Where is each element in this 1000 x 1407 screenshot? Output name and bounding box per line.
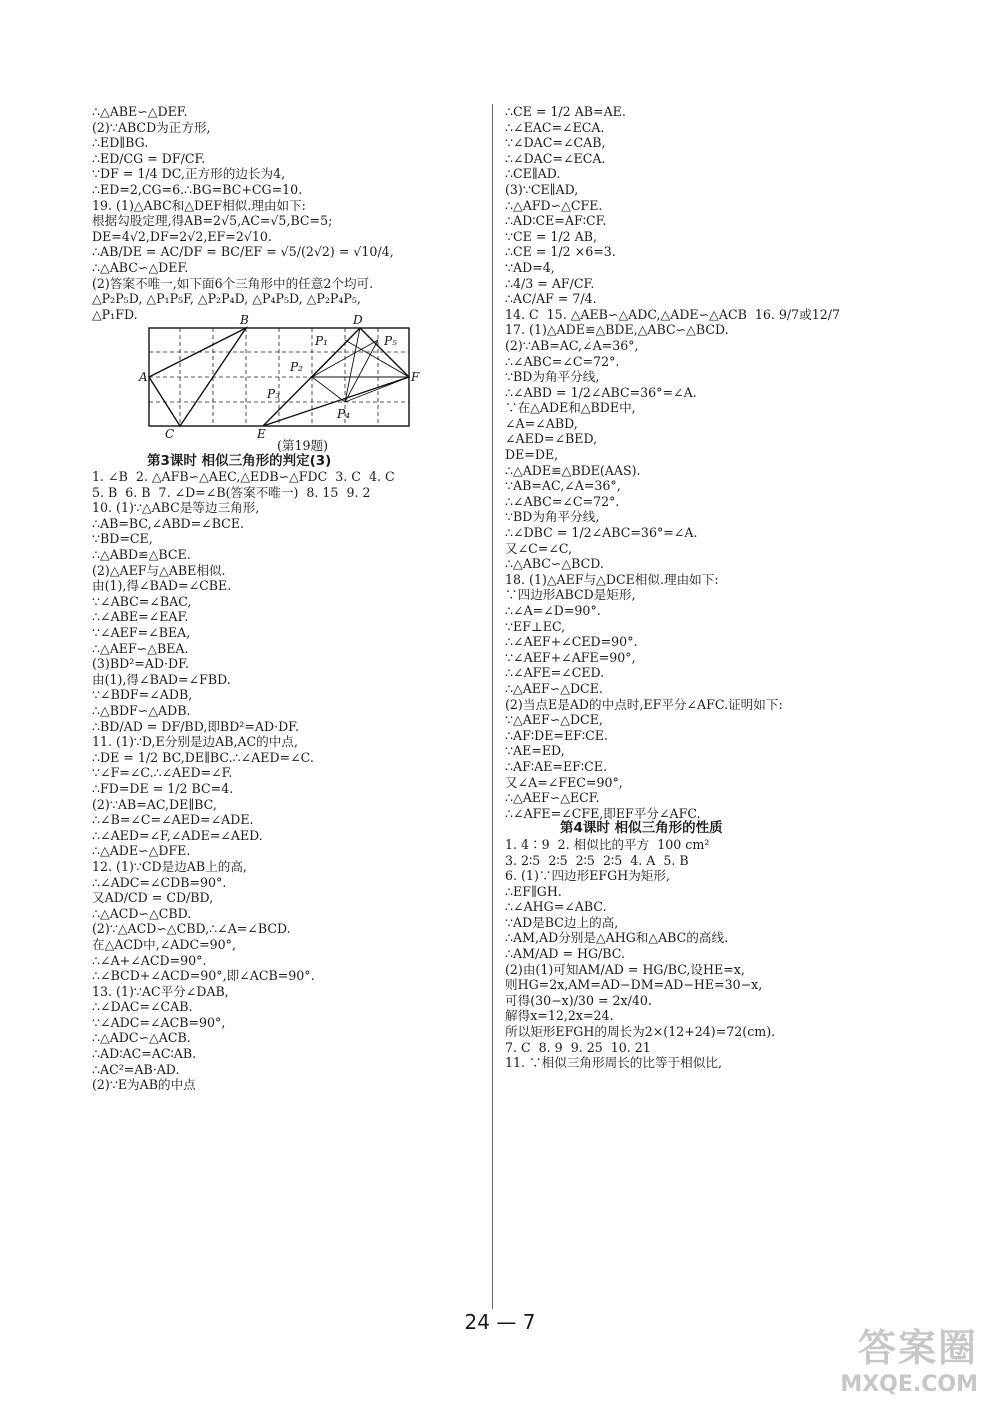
answer-line: ∴∠ABC=∠C=72°. [505, 353, 620, 369]
answer-line: (3)∵CE∥AD, [505, 181, 579, 197]
answer-line: ∴AF∶DE=EF∶CE. [505, 727, 609, 743]
answer-line: ∠AED=∠BED, [505, 431, 598, 447]
answer-line: 又∠A=∠FEC=90°, [505, 774, 623, 790]
answer-line: ∵CE = 1/2 AB, [505, 228, 598, 244]
answer-line: 7. C 8. 9 9. 25 10. 21 [505, 1039, 651, 1055]
answer-line: ∴△ABE∽△DEF. [92, 104, 188, 119]
label-P3: P₃ [267, 387, 280, 402]
answer-line: ∵∠AEF+∠AFE=90°, [505, 649, 636, 665]
answer-line: ∴CE∥AD. [505, 166, 561, 182]
answer-line: 1. 4∶9 2. 相似比的平方 100 cm² [505, 836, 710, 852]
answer-line: ∵∠ABC=∠BAC, [92, 593, 192, 609]
answer-line: ∴∠A=∠D=90°. [505, 603, 601, 618]
answer-line: (2)∵E为AB的中点 [92, 1077, 196, 1093]
label-B: B [240, 313, 249, 328]
answer-line: ∴∠ABE=∠EAF. [92, 609, 189, 625]
watermark-title: 答案圈 [857, 1326, 978, 1370]
answer-line: 又AD/CD = CD/BD, [92, 890, 214, 906]
answer-line: ∵∠BDF=∠ADB, [92, 687, 193, 703]
answer-line: ∴∠DAC=∠CAB. [92, 999, 193, 1015]
answer-line: ∴△ACD∽△CBD. [92, 905, 192, 921]
answer-line: ∵AB=AC,∠A=36°, [505, 478, 621, 494]
page-number: 24 — 7 [464, 1310, 536, 1334]
answer-line: 又∠C=∠C, [505, 540, 573, 556]
answer-line: 所以矩形EFGH的周长为2×(12+24)=72(cm). [505, 1024, 776, 1040]
answer-line: ∴△BDF∽△ADB. [92, 703, 191, 718]
answer-line: (2)∵△ACD∽△CBD,∴∠A=∠BCD. [92, 921, 291, 937]
figure-caption: (第19题) [277, 437, 329, 453]
answer-line: ∴∠AFE=∠CED. [505, 665, 605, 681]
label-A: A [139, 370, 148, 385]
answer-line: ∴ED∥BG. [92, 135, 149, 151]
answer-line: (2)答案不唯一,如下面6个三角形中的任意2个均可. [92, 275, 374, 291]
answer-line: 由(1),得∠BAD=∠CBE. [92, 578, 232, 594]
answer-line: (2)△AEF与△ABE相似. [92, 562, 226, 578]
answer-line: ∴AM,AD分别是△AHG和△ABC的高线. [505, 930, 729, 946]
answer-line: ∴△AEF∽△DCE. [505, 680, 603, 696]
answer-block-right-top [505, 104, 925, 821]
answer-line: ∴∠A+∠ACD=90°. [92, 952, 207, 968]
answer-line: ∴△ADE∽△DFE. [92, 843, 191, 859]
section-3-title: 第3课时 相似三角形的判定(3) [147, 452, 332, 469]
answer-line: DE=DE, [505, 447, 559, 463]
answer-line: ∴DE = 1/2 BC,DE∥BC.∴∠AED=∠C. [92, 749, 314, 765]
answer-block-left-bottom [92, 469, 484, 1093]
answer-line: ∴AC²=AB·AD. [92, 1061, 180, 1077]
answer-line: ∴AC/AF = 7/4. [505, 291, 597, 307]
label-P4: P₄ [337, 407, 350, 422]
answer-line: ∴∠ABC=∠C=72°. [505, 493, 620, 509]
answer-line: ∴AF∶AE=EF∶CE. [505, 758, 608, 774]
answer-line: ∴∠ABD = 1/2∠ABC=36°=∠A. [505, 384, 697, 400]
answer-line: 10. (1)∵△ABC是等边三角形, [92, 500, 260, 516]
answer-line: ∠A=∠ABD, [505, 415, 578, 431]
answer-line: ∵△AEF∽△DCE, [505, 712, 603, 728]
answer-line: ∴△ADC∽△ACB. [92, 1030, 191, 1046]
answer-line: ∴BD/AD = DF/BD,即BD²=AD·DF. [92, 718, 299, 734]
answer-line: ∴∠AED=∠F,∠ADE=∠AED. [92, 827, 263, 843]
answer-line: 根据勾股定理,得AB=2√5,AC=√5,BC=5; [92, 213, 333, 229]
answer-block-right-bottom [505, 837, 925, 1071]
answer-line: △P₂P₅D, △P₁P₅F, △P₂P₄D, △P₄P₅D, △P₂P₄P₅, [92, 291, 361, 307]
answer-line: ∴∠EAC=∠ECA. [505, 119, 605, 135]
answer-line: ∴△AEF∽△BEA. [92, 640, 189, 656]
answer-line: ∴∠ADC=∠CDB=90°. [92, 874, 227, 890]
answer-line: 19. (1)△ABC和△DEF相似.理由如下: [92, 197, 306, 213]
label-F: F [411, 370, 420, 385]
answer-line: ∴CE = 1/2 AB=AE. [505, 104, 626, 119]
answer-line: ∴△AFD∽△CFE. [505, 197, 603, 213]
answer-line: ∵DF = 1/4 DC,正方形的边长为4, [92, 166, 286, 182]
answer-line: ∵BD为角平分线, [505, 369, 600, 385]
answer-line: ∴∠AFE=∠CFE,即EF平分∠AFC. [505, 805, 701, 821]
answer-line: 12. (1)∵CD是边AB上的高, [92, 858, 247, 874]
answer-line: ∴△AEF∽△ECF. [505, 790, 600, 806]
answer-line: ∴△ABC∽△DEF. [92, 259, 189, 275]
answer-line: 可得(30−x)/30 = 2x/40. [505, 992, 652, 1008]
figure-19 [139, 313, 484, 453]
watermark-url: MXQE.COM [840, 1372, 978, 1397]
answer-line: ∴AM/AD = HG/BC. [505, 946, 625, 962]
answer-line: ∵AD=4, [505, 259, 555, 275]
answer-line: 由(1),得∠BAD=∠FBD. [92, 671, 231, 687]
answer-line: (2)∵ABCD为正方形, [92, 119, 211, 135]
answer-line: 14. C 15. △AEB∽△ADC,△ADE∽△ACB 16. 9/7或12/7 [505, 306, 841, 322]
answer-line: DE=4√2,DF=2√2,EF=2√10. [92, 228, 272, 244]
answer-line: 在△ACD中,∠ADC=90°, [92, 936, 236, 952]
answer-line: ∴AD∶AC=AC∶AB. [92, 1046, 197, 1062]
answer-line: ∴EF∥GH. [505, 883, 562, 899]
label-P2: P₂ [290, 360, 303, 375]
answer-line: ∵∠DAC=∠CAB, [505, 135, 606, 151]
answer-line: ∵∠ADC=∠ACB=90°, [92, 1014, 226, 1030]
answer-line: ∵AD是BC边上的高, [505, 914, 619, 930]
answer-line: ∵EF⊥EC, [505, 618, 566, 634]
answer-line: (2)∵AB=AC,∠A=36°, [505, 337, 639, 353]
label-D: D [353, 313, 363, 328]
label-E: E [257, 427, 266, 442]
watermark [840, 1317, 978, 1397]
answer-line: ∴AB=BC,∠ABD=∠BCE. [92, 515, 245, 531]
column-divider [492, 104, 493, 1309]
answer-line: 11. (1)∵D,E分别是边AB,AC的中点, [92, 734, 298, 750]
answer-line: 解得x=12,2x=24. [505, 1008, 614, 1024]
answer-line: ∴AD∶CE=AF∶CF. [505, 213, 607, 229]
answer-line: ∴∠AEF+∠CED=90°. [505, 634, 638, 650]
answer-line: ∴FD=DE = 1/2 BC=4. [92, 780, 234, 796]
answer-line: 17. (1)△ADE≌△BDE,△ABC∽△BCD. [505, 322, 729, 338]
answer-line: 11. ∵相似三角形周长的比等于相似比, [505, 1055, 722, 1071]
answer-line: 5. B 6. B 7. ∠D=∠B(答案不唯一) 8. 15 9. 2 [92, 484, 371, 500]
answer-line: ∴ED/CG = DF/CF. [92, 150, 206, 166]
answer-line: ∴∠B=∠C=∠AED=∠ADE. [92, 812, 254, 828]
label-P5: P₅ [384, 334, 397, 349]
section-4-title: 第4课时 相似三角形的性质 [560, 820, 723, 837]
label-P1: P₁ [315, 334, 328, 349]
answer-line: 13. (1)∵AC平分∠DAB, [92, 983, 229, 999]
answer-line: 6. (1)∵四边形EFGH为矩形, [505, 868, 670, 884]
answer-line: 1. ∠B 2. △AFB∽△AEC,△EDB∽△FDC 3. C 4. C [92, 469, 395, 485]
answer-line: (2)由(1)可知AM/AD = HG/BC,设HE=x, [505, 961, 745, 977]
left-column [92, 104, 484, 1093]
answer-line: 则HG=2x,AM=AD−DM=AD−HE=30−x, [505, 977, 763, 993]
answer-line: ∵BD=CE, [92, 531, 153, 547]
answer-line: ∵∠AEF=∠BEA, [92, 625, 191, 641]
answer-block-left-top [92, 104, 484, 322]
answer-line: 3. 2∶5 2∶5 2∶5 2∶5 4. A 5. B [505, 852, 689, 868]
answer-line: ∴∠DAC=∠ECA. [505, 150, 606, 166]
right-column [505, 104, 925, 1071]
answer-line: ∵在△ADE和△BDE中, [505, 400, 636, 416]
answer-line: ∴∠AHG=∠ABC. [505, 899, 607, 915]
answer-line: 18. (1)△AEF与△DCE相似.理由如下: [505, 571, 719, 587]
answer-line: (2)∵AB=AC,DE∥BC, [92, 796, 217, 812]
answer-line: ∴CE = 1/2 ×6=3. [505, 244, 616, 260]
answer-line: △P₁FD. [92, 306, 138, 322]
answer-line: ∴△ADE≌△BDE(AAS). [505, 462, 641, 478]
label-C: C [165, 427, 175, 442]
answer-line: ∴4/3 = AF/CF. [505, 275, 595, 291]
answer-line: ∴△ABD≌△BCE. [92, 547, 191, 563]
answer-line: ∴△ABC∽△BCD. [505, 556, 604, 572]
answer-line: ∴∠DBC = 1/2∠ABC=36°=∠A. [505, 525, 698, 541]
answer-line: (2)当点E是AD的中点时,EF平分∠AFC.证明如下: [505, 696, 783, 712]
answer-line: (3)BD²=AD·DF. [92, 656, 189, 672]
answer-line: ∵AE=ED, [505, 743, 565, 759]
answer-line: ∴AB/DE = AC/DF = BC/EF = √5/(2√2) = √10/4, [92, 244, 394, 260]
answer-line: ∵BD为角平分线, [505, 509, 600, 525]
answer-line: ∴∠BCD+∠ACD=90°,即∠ACB=90°. [92, 968, 315, 984]
answer-line: ∵∠F=∠C.∴∠AED=∠F. [92, 765, 233, 781]
answer-line: ∴ED=2,CG=6.∴BG=BC+CG=10. [92, 181, 303, 197]
answer-line: ∵四边形ABCD是矩形, [505, 587, 636, 603]
